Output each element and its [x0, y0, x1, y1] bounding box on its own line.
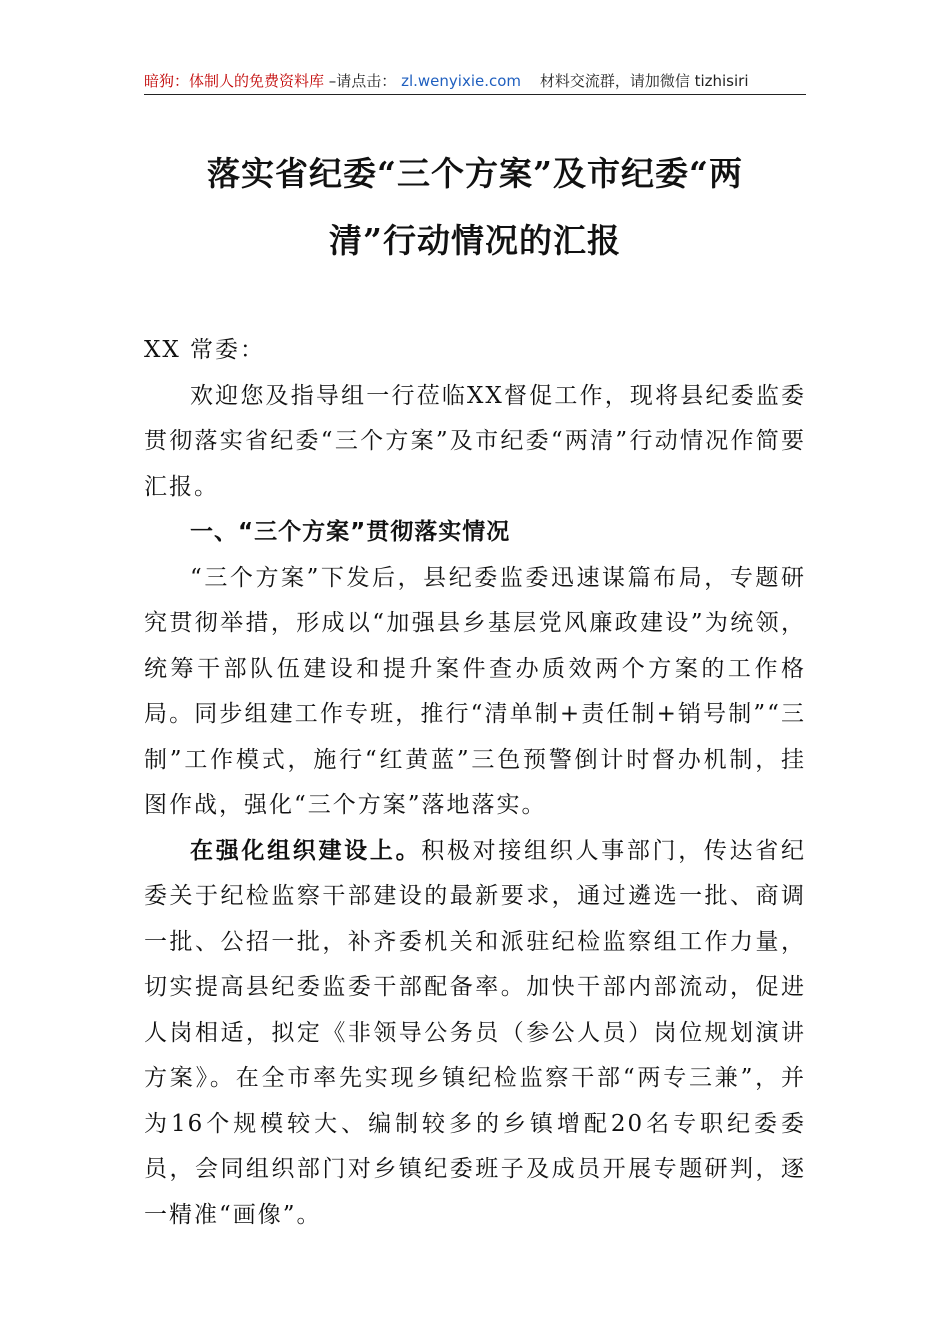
header-prompt: –请点击： — [328, 72, 397, 90]
section-heading: 一、“三个方案”贯彻落实情况 — [190, 519, 511, 545]
paragraph-2-lead: 在强化组织建设上。 — [190, 837, 422, 864]
paragraph-2 — [144, 829, 806, 1239]
header-contact: 材料交流群，请加微信 tizhisiri — [539, 72, 749, 90]
title-line-1: 落实省纪委“三个方案”及市纪委“两 — [207, 154, 743, 193]
page-header — [144, 68, 806, 95]
document-title — [144, 140, 806, 274]
intro-paragraph: 欢迎您及指导组一行莅临XX督促工作，现将县纪委监委贯彻落实省纪委“三个方案”及市纪委“两清”行动情况作简要汇报。 — [144, 382, 806, 500]
salutation: XX 常委： — [144, 337, 266, 363]
header-link[interactable]: zl.wenyixie.com — [401, 72, 522, 90]
paragraph-2-body: 积极对接组织人事部门，传达省纪委关于纪检监察干部建设的最新要求，通过遴选一批、商调一批、公招一批，补齐委机关和派驻纪检监察组工作力量，切实提高县纪委监委干部配备率。加快干部内部流动，促进人岗相适，拟定《非领导公务员（参公人员）岗位规划演讲方案》。在全市率先实现乡镇纪检监察干部“两专三兼”，并为16个规模较大、编制较多的乡镇增配20名专职纪委委员，会同组织部门对乡镇纪委班子及成员开展专题研判，逐一精准“画像”。 — [144, 837, 807, 1228]
paragraph-1: “三个方案”下发后，县纪委监委迅速谋篇布局，专题研究贯彻举措，形成以“加强县乡基层党风廉政建设”为统领，统筹干部队伍建设和提升案件查办质效两个方案的工作格局。同步组建工作专班，推行“清单制+责任制+销号制”“三制”工作模式，施行“红黄蓝”三色预警倒计时督办机制，挂图作战，强化“三个方案”落地落实。 — [144, 564, 806, 818]
document-body — [144, 328, 806, 1238]
title-line-2: 清”行动情况的汇报 — [329, 221, 621, 260]
header-brand: 暗狗：体制人的免费资料库 — [144, 72, 325, 90]
